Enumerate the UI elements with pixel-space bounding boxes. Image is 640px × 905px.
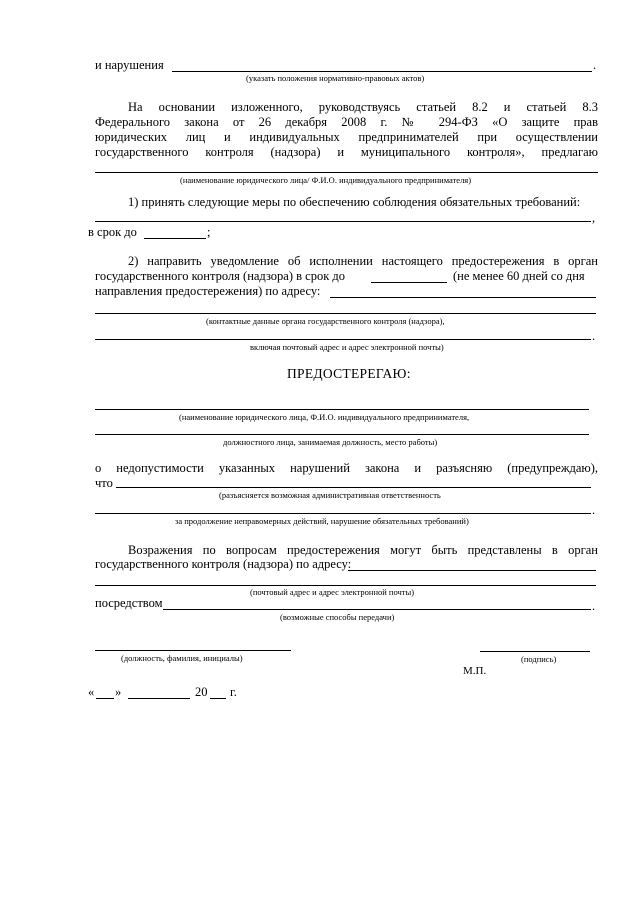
item2-fill-line-1 — [95, 313, 596, 314]
item2-fill-line-2 — [95, 339, 591, 340]
item2-caption-2: включая почтовый адрес и адрес электронной почты) — [250, 342, 444, 352]
basis-line-4: государственного контроля (надзора) и муниципального контроля», предлагаю — [95, 145, 598, 159]
basis-caption: (наименование юридического лица/ Ф.И.О. индивидуального предпринимателя) — [180, 175, 472, 185]
basis-line-3: юридических лиц и индивидуальных предпринимателей при осуществлении — [95, 130, 598, 144]
objections-address-line — [348, 570, 596, 571]
objections-via-line — [163, 609, 591, 610]
seal-label: М.П. — [463, 665, 487, 677]
objections-end: . — [592, 599, 596, 613]
item2-caption-1: (контактные данные органа государственного контроля (надзора), — [206, 316, 445, 326]
signature-left-caption: (должность, фамилия, инициалы) — [121, 653, 243, 663]
date-year-prefix: 20 — [195, 685, 208, 699]
item2-date-line — [371, 282, 447, 283]
inadmissibility-line-1: о недопустимости указанных нарушений закона и разъясняю (предупреждаю), — [95, 461, 598, 475]
item2-line-1: 2) направить уведомление об исполнении настоящего предостережения в орган — [128, 254, 598, 268]
signature-name-line — [95, 650, 291, 651]
date-open-quote: « — [88, 685, 95, 699]
objections-fill-line — [95, 585, 596, 586]
date-close-quote: » — [115, 685, 122, 699]
objections-line-1: Возражения по вопросам предостережения могут быть представлены в орган — [128, 543, 598, 557]
item1-deadline-line — [144, 238, 206, 239]
signature-sign-line — [480, 651, 590, 652]
violations-end: . — [593, 58, 597, 72]
item2-line-2-end: (не менее 60 дней со дня — [453, 269, 585, 283]
date-month-line — [128, 698, 190, 699]
item2-line-2-start: государственного контроля (надзора) в срок до — [95, 269, 346, 283]
signature-right-caption: (подпись) — [521, 654, 557, 664]
inadmissibility-caption-2: за продолжение неправомерных действий, нарушение обязательных требований) — [175, 516, 469, 526]
inadmissibility-caption-1: (разъясняется возможная административная ответственность — [219, 490, 441, 500]
item1-text: 1) принять следующие меры по обеспечению соблюдения обязательных требований: — [128, 195, 581, 209]
item2-line-3: направления предостережения) по адресу: — [95, 284, 321, 298]
warning-title: ПРЕДОСТЕРЕГАЮ: — [287, 366, 411, 381]
inadmissibility-end: . — [592, 503, 596, 517]
item1-comma: , — [592, 211, 596, 225]
violations-fill-line — [172, 71, 592, 72]
violations-caption: (указать положения нормативно-правовых актов) — [246, 73, 425, 83]
item2-end: . — [592, 329, 596, 343]
violations-label: и нарушения — [95, 58, 164, 72]
inadmissibility-line-2: что — [95, 476, 113, 490]
basis-line-1: На основании изложенного, руководствуясь статьей 8.2 и статьей 8.3 — [128, 100, 598, 114]
warned-fill-line-1 — [95, 409, 589, 410]
warned-fill-line-2 — [95, 434, 589, 435]
date-year-suffix: г. — [230, 685, 237, 699]
item1-deadline-suffix: ; — [207, 225, 211, 239]
warned-caption-2: должностного лица, занимаемая должность, место работы) — [223, 437, 438, 447]
inadmissibility-fill-line-2 — [95, 513, 591, 514]
basis-fill-line — [95, 172, 598, 173]
date-year-line — [210, 698, 226, 699]
objections-line-2: государственного контроля (надзора) по адресу: — [95, 557, 352, 571]
date-day-line — [96, 698, 114, 699]
item1-deadline-prefix: в срок до — [88, 225, 137, 239]
item1-fill-line — [95, 221, 591, 222]
objections-via-label: посредством — [95, 596, 163, 610]
objections-caption-1: (почтовый адрес и адрес электронной почты) — [250, 587, 415, 597]
warned-caption-1: (наименование юридического лица, Ф.И.О. индивидуального предпринимателя, — [179, 412, 470, 422]
inadmissibility-fill-line-1 — [116, 487, 591, 488]
basis-line-2: Федерального закона от 26 декабря 2008 г. № 294-ФЗ «О защите прав — [95, 115, 598, 129]
objections-caption-2: (возможные способы передачи) — [280, 612, 395, 622]
item2-address-line — [330, 297, 596, 298]
